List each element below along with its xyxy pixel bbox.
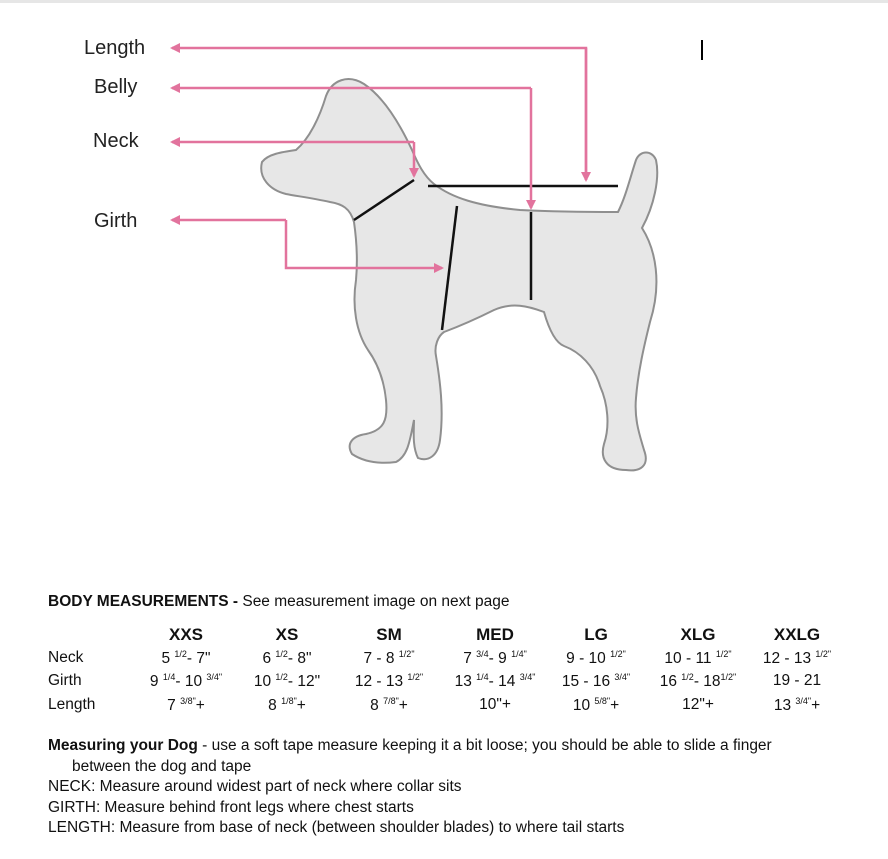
girth-xxlg: 19 - 21	[772, 672, 822, 689]
neck-xs: 6 $^{1/2}$- 8"	[262, 649, 312, 667]
size-xxs: XXS	[168, 625, 204, 644]
table-row-length	[0, 696, 888, 718]
length-note: LENGTH: Measure from base of neck (between shoulder blades) to where tail starts	[48, 819, 625, 836]
label-length: Length	[84, 37, 146, 59]
size-header-row	[0, 625, 888, 647]
neck-xxlg: 12 - 13 $^{1/2"}$	[762, 649, 832, 667]
size-lg: LG	[584, 625, 608, 644]
size-med: MED	[476, 625, 514, 644]
girth-xs: 10 $^{1/2}$- 12"	[253, 672, 321, 690]
girth-note: GIRTH: Measure behind front legs where chest starts	[48, 798, 414, 816]
girth-sm: 12 - 13 $^{1/2"}$	[354, 672, 424, 690]
girth-xxs: 9 $^{1/4}$- 10 $^{3/4"}$	[149, 672, 223, 690]
neck-sm: 7 - 8 $^{1/2"}$	[363, 649, 415, 667]
row-label-neck: Neck	[48, 649, 84, 666]
neck-med: 7 $^{3/4}$- 9 $^{1/4"}$	[463, 649, 527, 667]
length-xs: 8 $^{1/8"}$+	[268, 696, 306, 714]
size-xlg: XLG	[680, 625, 716, 644]
length-med: 10"+	[479, 696, 511, 713]
length-xxlg: 13 $^{3/4"}$+	[773, 696, 821, 714]
table-row-girth	[0, 672, 888, 694]
size-xxlg: XXLG	[773, 625, 821, 644]
label-neck: Neck	[93, 130, 139, 152]
neck-lg: 9 - 10 $^{1/2"}$	[566, 649, 626, 667]
neck-xlg: 10 - 11 $^{1/2"}$	[664, 649, 732, 667]
size-xs: XS	[275, 625, 299, 644]
measuring-text: - use a soft tape measure keeping it a bit loose; you should be able to slide a finger	[197, 737, 772, 754]
neck-xxs: 5 $^{1/2}$- 7"	[161, 649, 211, 667]
dog-silhouette	[261, 79, 657, 470]
label-belly: Belly	[94, 76, 138, 98]
row-label-length: Length	[48, 696, 96, 713]
length-lg: 10 $^{5/8"}$+	[572, 696, 620, 714]
measuring-notes	[48, 736, 868, 839]
girth-med: 13 $^{1/4}$- 14 $^{3/4"}$	[454, 672, 536, 690]
table-row-neck	[0, 649, 888, 671]
neck-note: NECK: Measure around widest part of neck where collar sits	[48, 778, 462, 795]
measuring-instructions	[48, 736, 868, 757]
section-subtitle: See measurement image on next page	[238, 593, 510, 610]
length-sm: 8 $^{7/8"}$+	[370, 696, 408, 714]
length-xlg: 12"+	[682, 696, 714, 713]
row-label-girth: Girth	[48, 672, 82, 689]
section-title: BODY MEASUREMENTS -	[48, 593, 239, 610]
length-xxs: 7 $^{3/8"}$+	[167, 696, 205, 714]
measuring-title: Measuring your Dog	[48, 737, 198, 754]
size-sm: SM	[376, 625, 402, 644]
girth-lg: 15 - 16 $^{3/4"}$	[561, 672, 631, 690]
girth-xlg: 16 $^{1/2}$- $18^{1/2"}$	[659, 672, 737, 690]
body-measurements-heading	[48, 593, 509, 611]
label-girth: Girth	[94, 210, 138, 232]
measuring-continuation: between the dog and tape	[72, 757, 252, 775]
